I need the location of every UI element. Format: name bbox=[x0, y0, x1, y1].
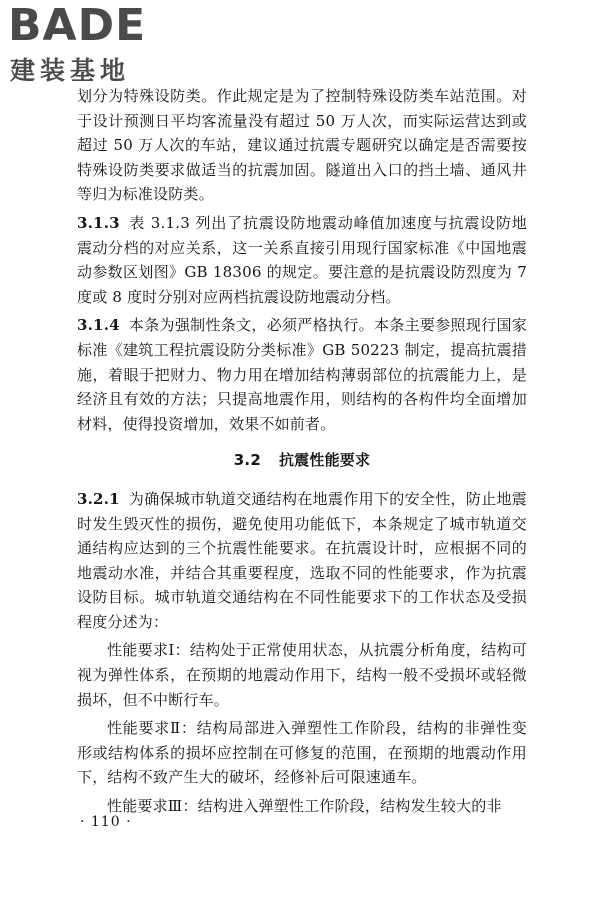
clause-text: 本条为强制性条文，必须严格执行。本条主要参照现行国家标准《建筑工程抗震设防分类标准》GB 50223 制定，提高抗震措施，着眼于把财力、物力用在增加结构薄弱部位的抗震能力上，是经济且有效的方法；只提高地震作用，则结构的各构件均全面增加材料，使得投资增加，效果不如前者。 bbox=[77, 316, 527, 433]
section-number: 3.2 bbox=[233, 451, 261, 470]
bade-logo bbox=[8, 2, 178, 90]
clause-number: 3.1.4 bbox=[77, 316, 120, 335]
logo-sub-text: 建装基地 bbox=[10, 56, 131, 85]
logo-brand-text: BADE bbox=[8, 0, 147, 51]
clause-text: 表 3.1.3 列出了抗震设防地震动峰值加速度与抗震设防地震动分档的对应关系，这一关系直接引用现行国家标准《中国地震动参数区划图》GB 18306 的规定。要注意的是抗震设防烈度为 7 度或 8 度时分别对应两档抗震设防地震动分档。 bbox=[77, 213, 527, 306]
section-heading bbox=[77, 448, 527, 473]
performance-requirement-3: 性能要求Ⅲ：结构进入弹塑性工作阶段，结构发生较大的非 bbox=[107, 797, 502, 816]
section-title: 抗震性能要求 bbox=[278, 451, 371, 470]
paragraph-continued: 划分为特殊设防类。作此规定是为了控制特殊设防类车站范围。对于设计预测日平均客流量没有超过 50 万人次，而实际运营达到或超过 50 万人次的车站，建议通过抗震专题研究以确定是否需要按特殊设防类要求做适当的抗震加固。隧道出入口的挡土墙、通风井等归为标准设防类。 bbox=[77, 87, 527, 204]
clause-number: 3.2.1 bbox=[77, 489, 120, 508]
performance-requirement-1: 性能要求Ⅰ：结构处于正常使用状态，从抗震分析角度，结构可视为弹性体系，在预期的地震动作用下，结构一般不受损坏或轻微损坏，但不中断行车。 bbox=[77, 641, 527, 709]
page-body bbox=[77, 84, 527, 819]
clause-number: 3.1.3 bbox=[77, 213, 120, 232]
clause-3-1-3 bbox=[77, 211, 527, 309]
performance-requirement-2: 性能要求Ⅱ：结构局部进入弹塑性工作阶段，结构的非弹性变形或结构体系的损坏应控制在可修复的范围，在预期的地震动作用下，结构不致产生大的破坏，经修补后可限速通车。 bbox=[77, 719, 527, 787]
clause-3-1-4 bbox=[77, 313, 527, 436]
page-number: · 110 · bbox=[80, 814, 132, 830]
clause-text: 为确保城市轨道交通结构在地震作用下的安全性，防止地震时发生毁灭性的损伤，避免使用功能低下，本条规定了城市轨道交通结构应达到的三个抗震性能要求。在抗震设计时，应根据不同的地震动水准，并结合其重要程度，选取不同的性能要求，作为抗震设防目标。城市轨道交通结构在不同性能要求下的工作状态及受损程度分述为： bbox=[77, 489, 527, 631]
clause-3-2-1 bbox=[77, 487, 527, 635]
